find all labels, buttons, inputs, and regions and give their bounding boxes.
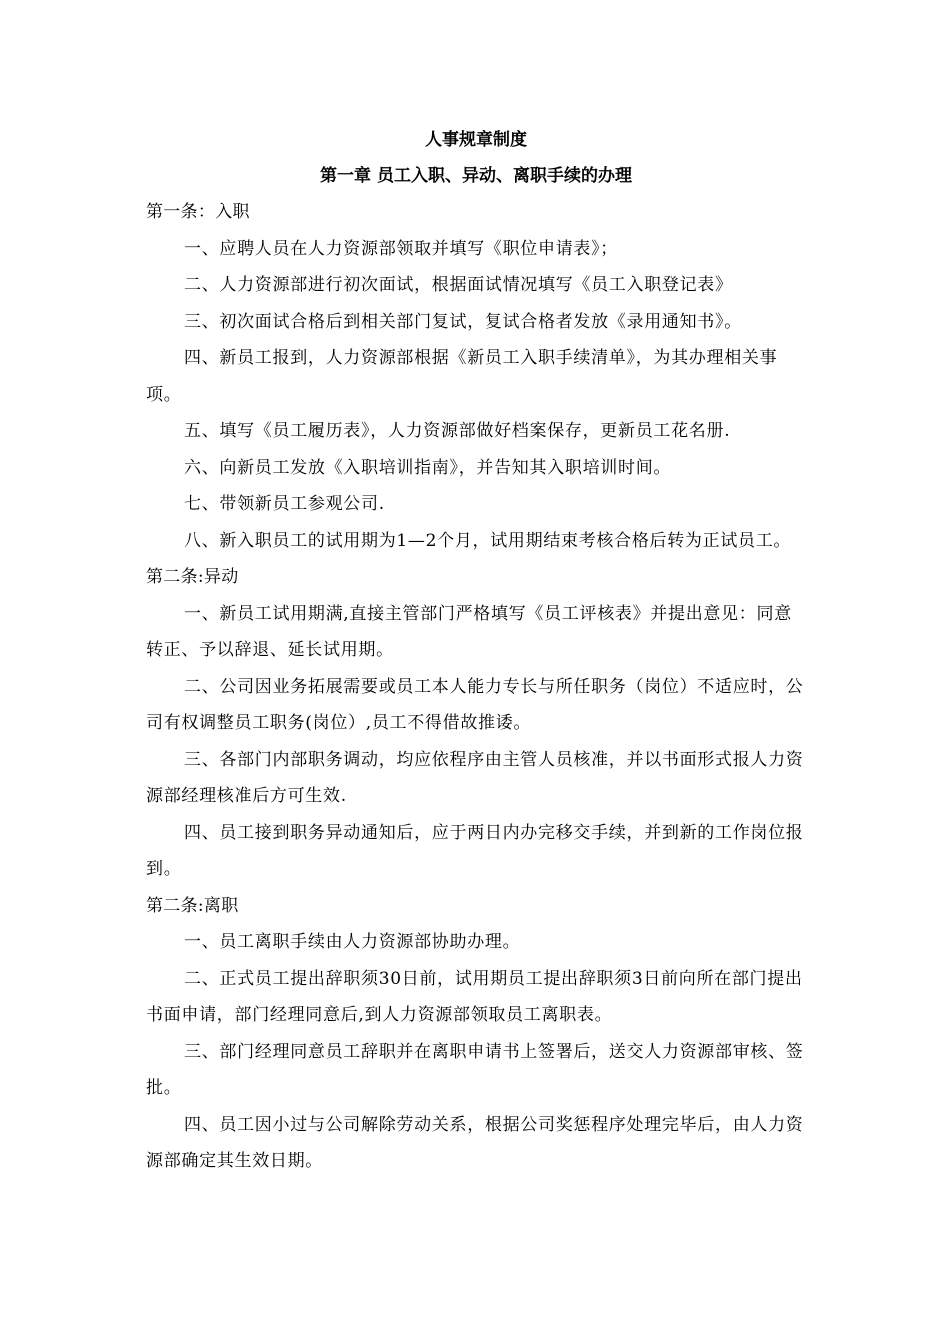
article-item: 二、公司因业务拓展需要或员工本人能力专长与所任职务（岗位）不适应时，公司有权调整员工职务(岗位）,员工不得借故推诿。 [146,676,804,733]
article-item: 三、各部门内部职务调动，均应依程序由主管人员核准，并以书面形式报人力资源部经理核准后方可生效. [146,749,804,806]
article-transfer [146,559,806,888]
article-item: 四、员工因小过与公司解除劳动关系，根据公司奖惩程序处理完毕后，由人力资源部确定其生效日期。 [146,1114,804,1171]
article-item: 七、带领新员工参观公司. [184,494,385,514]
article-heading: 第二条:离职 [146,895,239,916]
article-item: 五、填写《员工履历表》，人力资源部做好档案保存，更新员工花名册. [184,421,731,441]
article-item: 一、员工离职手续由人力资源部协助办理。 [184,932,521,952]
chapter-title: 第一章 员工入职、异动、离职手续的办理 [320,166,632,186]
article-resignation [146,888,806,1180]
article-item: 四、员工接到职务异动通知后，应于两日内办完移交手续，并到新的工作岗位报到。 [146,822,804,879]
article-heading: 第二条:异动 [146,567,239,587]
article-item: 一、应聘人员在人力资源部领取并填写《职位申请表》； [184,238,618,259]
article-item: 三、初次面试合格后到相关部门复试，复试合格者发放《录用通知书》。 [184,311,742,332]
article-item: 三、部门经理同意员工辞职并在离职申请书上签署后，送交人力资源部审核、签批。 [146,1041,804,1098]
article-heading: 第一条：入职 [146,202,250,222]
article-item: 六、向新员工发放《入职培训指南》，并告知其入职培训时间。 [184,457,672,478]
document-title: 人事规章制度 [425,130,527,150]
article-item: 一、新员工试用期满,直接主管部门严格填写《员工评核表》并提出意见：同意转正、予以辞退、延长试用期。 [146,603,792,660]
article-item: 二、人力资源部进行初次面试，根据面试情况填写《员工入职登记表》 [184,275,733,295]
article-item: 二、正式员工提出辞职须30日前，试用期员工提出辞职须3日前向所在部门提出书面申请，部门经理同意后,到人力资源部领取员工离职表。 [146,968,803,1025]
article-item: 四、新员工报到，人力资源部根据《新员工入职手续清单》，为其办理相关事项。 [146,348,778,405]
article-onboarding [146,194,806,559]
document-page [146,122,806,1180]
article-item: 八、新入职员工的试用期为1—2个月，试用期结束考核合格后转为正试员工。 [184,530,792,551]
